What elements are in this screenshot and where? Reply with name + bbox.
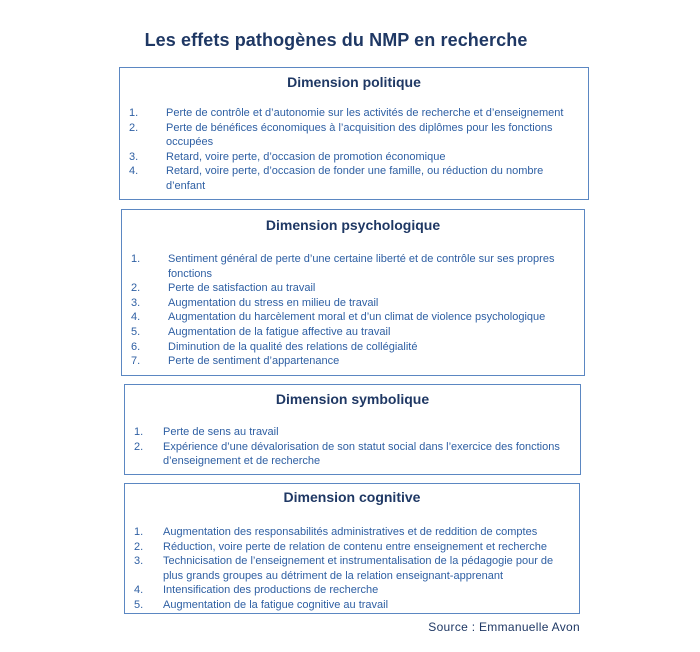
section-list [134,425,568,469]
list-item [134,425,568,440]
item-text: Retard, voire perte, d’occasion de promotion économique [166,150,446,163]
item-text: Perte de sentiment d’appartenance [168,355,340,368]
list-item [134,583,565,598]
item-number: 5. [134,598,144,611]
item-text: Perte de sens au travail [163,426,279,438]
list-item [134,540,565,555]
item-number: 1. [131,253,141,265]
item-number: 4. [129,165,139,178]
item-number: 6. [131,340,141,353]
section-cognitive [124,483,580,614]
item-number: 3. [131,296,141,309]
item-text: Perte de contrôle et d’autonomie sur les activités de recherche et d’enseignement [166,107,564,119]
list-item [134,525,565,540]
item-text: Intensification des productions de recherche [163,584,379,597]
section-heading: Dimension cognitive [283,489,421,505]
list-item [129,164,578,193]
item-text: Augmentation des responsabilités administratives et de reddition de comptes [163,526,538,538]
list-item [131,325,572,340]
item-text: Diminution de la qualité des relations de collégialité [168,340,418,353]
item-text: Perte de satisfaction au travail [168,282,316,295]
section-list [129,106,578,194]
item-number: 4. [134,584,144,597]
item-number: 7. [131,355,141,368]
item-number: 1. [134,426,144,438]
item-text: Réduction, voire perte de relation de contenu entre enseignement et recherche [163,540,548,553]
item-number: 2. [134,540,144,553]
section-symbolique [124,384,581,475]
item-text: Retard, voire perte, d’occasion de fonder une famille, ou réduction du nombre d’enfant [166,165,544,192]
item-number: 1. [129,107,139,119]
list-item [129,150,578,165]
section-psychologique [121,209,585,376]
section-list [131,252,572,369]
item-text: Augmentation de la fatigue cognitive au travail [163,598,389,611]
section-politique [119,67,589,200]
item-text: Technicisation de l’enseignement et instrumentalisation de la pédagogie pour de plus grands groupes au détriment de la relation enseignant-apprenant [163,555,554,582]
list-item [134,598,565,613]
section-list [134,525,565,613]
source-credit: Source : Emmanuelle Avon [428,620,580,634]
item-number: 3. [129,150,139,163]
item-number: 4. [131,311,141,324]
list-item [131,310,572,325]
item-text: Augmentation du harcèlement moral et d’un climat de violence psychologique [168,311,546,324]
page-title: Les effets pathogènes du NMP en recherche [144,30,528,50]
item-text: Augmentation de la fatigue affective au travail [168,325,391,338]
item-text: Augmentation du stress en milieu de travail [168,296,379,309]
item-number: 2. [129,121,139,134]
item-text: Perte de bénéfices économiques à l’acquisition des diplômes pour les fonctions occupées [166,121,553,149]
list-item [131,252,572,281]
list-item [129,106,578,121]
list-item [134,554,565,583]
list-item [131,340,572,355]
item-text: Expérience d’une dévalorisation de son statut social dans l’exercice des fonctions d’enseignement et de recherche [163,440,560,468]
item-text: Sentiment général de perte d’une certaine liberté et de contrôle sur ses propres fonctions [168,253,555,280]
item-number: 1. [134,526,144,538]
item-number: 2. [131,282,141,295]
list-item [131,281,572,296]
list-item [134,440,568,469]
section-heading: Dimension politique [287,74,421,90]
item-number: 3. [134,555,144,568]
list-item [131,296,572,311]
list-item [131,354,572,369]
item-number: 2. [134,440,144,453]
item-number: 5. [131,325,141,338]
section-heading: Dimension psychologique [265,217,441,233]
section-heading: Dimension symbolique [275,391,430,407]
list-item [129,121,578,150]
